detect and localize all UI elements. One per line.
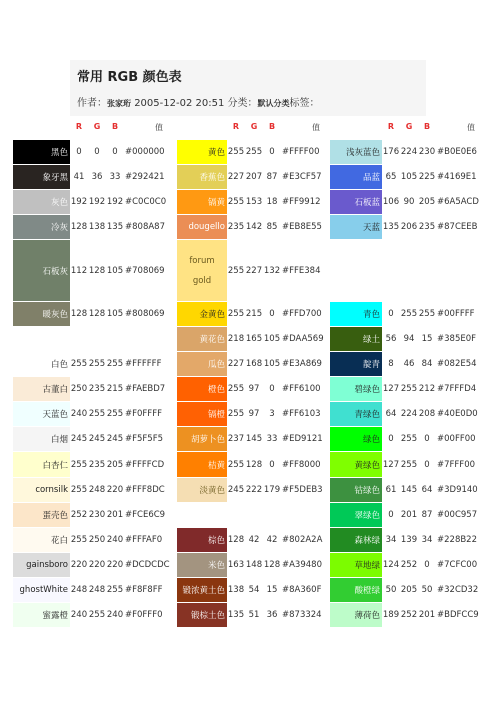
value-g: 153	[245, 197, 263, 208]
hex-value: #292421	[125, 172, 165, 183]
value-r: 189	[382, 610, 400, 621]
header-r: R	[387, 122, 395, 131]
value-r: 227	[227, 359, 245, 370]
value-g: 105	[400, 172, 418, 183]
hex-value: #FFF8DC	[125, 484, 165, 495]
value-r: 250	[70, 384, 88, 395]
value-g: 51	[248, 610, 260, 621]
value-r: 255	[70, 459, 88, 470]
hex-value: #FFFAF0	[125, 534, 163, 545]
hex-value: #F8F8FF	[125, 585, 163, 596]
value-g: 90	[403, 197, 415, 208]
value-b: 15	[421, 334, 433, 345]
hex-value: #7FFF00	[437, 459, 476, 470]
value-r: 255	[70, 484, 88, 495]
hex-value: #DAA569	[282, 334, 324, 345]
color-swatch: 青色	[330, 302, 382, 326]
value-b: 215	[106, 384, 124, 395]
value-r: 112	[70, 265, 88, 276]
color-swatch: 靛青	[330, 352, 382, 376]
value-b: 0	[424, 559, 430, 570]
value-g: 224	[400, 147, 418, 158]
value-r: 255	[227, 459, 245, 470]
hex-value: #EB8E55	[282, 222, 322, 233]
value-b: 240	[106, 534, 124, 545]
value-r: 34	[385, 534, 397, 545]
value-g: 201	[400, 509, 418, 520]
value-g: 0	[94, 147, 100, 158]
value-b: 135	[106, 222, 124, 233]
value-r: 252	[70, 509, 88, 520]
value-r: 56	[385, 334, 397, 345]
author-label: 作者：	[77, 98, 107, 109]
color-swatch: 石板蓝	[330, 190, 382, 214]
value-g: 165	[245, 334, 263, 345]
hex-value: #E3CF57	[282, 172, 322, 183]
header-b: B	[111, 122, 119, 131]
color-swatch: 浅灰蓝色	[330, 140, 382, 164]
hex-value: #FF6100	[282, 384, 321, 395]
hex-value: #87CEEB	[437, 222, 478, 233]
hex-value: #808069	[125, 308, 165, 319]
value-b: 18	[266, 197, 278, 208]
page-title: 常用 RGB 颜色表	[77, 70, 182, 85]
value-b: 255	[418, 308, 436, 319]
color-swatch: 白杏仁	[13, 452, 70, 476]
color-swatch: 香蕉色	[177, 165, 227, 189]
value-b: 85	[266, 222, 278, 233]
value-r: 8	[388, 359, 394, 370]
value-b: 192	[106, 197, 124, 208]
color-swatch	[177, 240, 227, 300]
value-b: 179	[263, 484, 281, 495]
hex-value: #000000	[125, 147, 165, 158]
hex-value: #F5DEB3	[282, 484, 323, 495]
value-b: 105	[263, 334, 281, 345]
value-b: 212	[418, 384, 436, 395]
value-r: 255	[227, 308, 245, 319]
value-r: 0	[388, 308, 394, 319]
value-b: 0	[424, 459, 430, 470]
value-r: 135	[227, 610, 245, 621]
value-b: 36	[266, 610, 278, 621]
value-r: 245	[70, 434, 88, 445]
value-b: 105	[106, 265, 124, 276]
value-r: 240	[70, 610, 88, 621]
color-swatch: 钴绿色	[330, 478, 382, 502]
value-b: 105	[106, 308, 124, 319]
value-g: 255	[88, 359, 106, 370]
header-r: R	[232, 122, 240, 131]
value-g: 205	[400, 585, 418, 596]
value-r: 50	[385, 585, 397, 596]
value-b: 230	[418, 147, 436, 158]
value-g: 252	[400, 610, 418, 621]
value-g: 145	[245, 434, 263, 445]
color-swatch: 暖灰色	[13, 302, 70, 326]
value-r: 255	[227, 265, 245, 276]
value-g: 248	[88, 484, 106, 495]
hex-value: #FF9912	[282, 197, 321, 208]
hex-value: #808A87	[125, 222, 165, 233]
value-g: 142	[245, 222, 263, 233]
header-value: 值	[467, 123, 475, 132]
value-r: 255	[70, 359, 88, 370]
hex-value: #4169E1	[437, 172, 477, 183]
color-swatch: 锻浓黄土色	[177, 578, 227, 602]
value-b: 235	[418, 222, 436, 233]
color-swatch: 黄花色	[177, 327, 227, 351]
value-b: 105	[263, 359, 281, 370]
value-b: 0	[424, 434, 430, 445]
value-g: 255	[400, 434, 418, 445]
value-r: 0	[76, 147, 82, 158]
color-swatch: 淡黄色	[177, 478, 227, 502]
color-swatch: 薄荷色	[330, 603, 382, 627]
value-b: 0	[269, 384, 275, 395]
value-b: 128	[263, 559, 281, 570]
value-r: 237	[227, 434, 245, 445]
hex-value: #3D9140	[437, 484, 478, 495]
value-r: 255	[227, 147, 245, 158]
value-r: 128	[70, 222, 88, 233]
value-r: 218	[227, 334, 245, 345]
hex-value: #00FF00	[437, 434, 476, 445]
hex-value: #F0FFFF	[125, 409, 162, 420]
color-swatch: 黄色	[177, 140, 227, 164]
hex-value: #BDFCC9	[437, 610, 479, 621]
value-r: 135	[382, 222, 400, 233]
color-swatch: 镉橙	[177, 402, 227, 426]
value-b: 0	[112, 147, 118, 158]
value-g: 255	[245, 147, 263, 158]
color-name-line: forum	[189, 255, 215, 266]
value-g: 252	[400, 559, 418, 570]
hex-value: #8A360F	[282, 585, 322, 596]
color-swatch: 米色	[177, 553, 227, 577]
value-g: 168	[245, 359, 263, 370]
color-swatch: 绿土	[330, 327, 382, 351]
hex-value: #FFFFFF	[125, 359, 162, 370]
value-r: 255	[227, 409, 245, 420]
header-b: B	[268, 122, 276, 131]
color-swatch: 古董白	[13, 377, 70, 401]
color-swatch: 森林绿	[330, 528, 382, 552]
hex-value: #F5F5F5	[125, 434, 164, 445]
value-b: 220	[106, 484, 124, 495]
value-r: 65	[385, 172, 397, 183]
hex-value: #7CFC00	[437, 559, 478, 570]
header-g: G	[405, 122, 413, 131]
value-g: 215	[245, 308, 263, 319]
color-swatch: 瓜色	[177, 352, 227, 376]
hex-value: #F0FFF0	[125, 610, 163, 621]
color-swatch: 品蓝	[330, 165, 382, 189]
value-r: 240	[70, 409, 88, 420]
value-r: 0	[388, 434, 394, 445]
header-value: 值	[155, 123, 163, 132]
color-swatch: 棕色	[177, 528, 227, 552]
hex-value: #E3A869	[282, 359, 322, 370]
value-g: 36	[91, 172, 103, 183]
color-swatch: 冷灰	[13, 215, 70, 239]
color-swatch: 花白	[13, 528, 70, 552]
color-swatch: cornsilk	[13, 478, 70, 502]
color-swatch: 灰色	[13, 190, 70, 214]
value-r: 128	[70, 308, 88, 319]
color-swatch: 橙色	[177, 377, 227, 401]
value-r: 61	[385, 484, 397, 495]
value-g: 255	[400, 384, 418, 395]
hex-value: #FCE6C9	[125, 509, 166, 520]
value-g: 255	[88, 610, 106, 621]
header-b: B	[423, 122, 431, 131]
value-g: 220	[88, 559, 106, 570]
value-g: 128	[245, 459, 263, 470]
value-r: 235	[227, 222, 245, 233]
color-swatch: 草地绿	[330, 553, 382, 577]
value-g: 94	[403, 334, 415, 345]
color-swatch: 天蓝	[330, 215, 382, 239]
color-swatch: 黑色	[13, 140, 70, 164]
color-swatch: dougello	[177, 215, 227, 239]
value-b: 240	[106, 610, 124, 621]
hex-value: #FF8000	[282, 459, 321, 470]
value-g: 192	[88, 197, 106, 208]
hex-value: #40E0D0	[437, 409, 478, 420]
hex-value: #873324	[282, 610, 322, 621]
value-r: 0	[388, 509, 394, 520]
value-g: 46	[403, 359, 415, 370]
value-g: 97	[248, 409, 260, 420]
hex-value: #32CD32	[437, 585, 479, 596]
value-g: 248	[88, 585, 106, 596]
hex-value: #FFFF00	[282, 147, 320, 158]
value-g: 245	[88, 434, 106, 445]
value-b: 205	[106, 459, 124, 470]
value-r: 255	[70, 534, 88, 545]
value-b: 0	[269, 147, 275, 158]
value-b: 33	[266, 434, 278, 445]
value-b: 3	[269, 409, 275, 420]
value-g: 255	[400, 308, 418, 319]
color-swatch: 象牙黑	[13, 165, 70, 189]
value-g: 139	[400, 534, 418, 545]
value-r: 41	[73, 172, 85, 183]
value-b: 87	[421, 509, 433, 520]
value-g: 97	[248, 384, 260, 395]
color-swatch: 胡萝卜色	[177, 427, 227, 451]
hex-value: #FAEBD7	[125, 384, 166, 395]
header-g: G	[93, 122, 101, 131]
value-g: 227	[245, 265, 263, 276]
category-link[interactable]: 默认分类	[257, 99, 290, 108]
value-g: 230	[88, 509, 106, 520]
category-label: 分类：	[227, 98, 258, 109]
value-b: 225	[418, 172, 436, 183]
color-swatch: 翠绿色	[330, 503, 382, 527]
color-swatch: ghostWhite	[13, 578, 70, 602]
value-r: 106	[382, 197, 400, 208]
hex-value: #082E54	[437, 359, 477, 370]
value-g: 138	[88, 222, 106, 233]
value-g: 42	[248, 534, 260, 545]
value-r: 227	[227, 172, 245, 183]
value-b: 84	[421, 359, 433, 370]
value-g: 145	[400, 484, 418, 495]
value-g: 224	[400, 409, 418, 420]
value-g: 255	[400, 459, 418, 470]
hex-value: #802A2A	[282, 534, 323, 545]
color-swatch: gainsboro	[13, 553, 70, 577]
hex-value: #FFD700	[282, 308, 322, 319]
color-swatch: 锻棕土色	[177, 603, 227, 627]
value-b: 245	[106, 434, 124, 445]
value-r: 192	[70, 197, 88, 208]
value-r: 127	[382, 384, 400, 395]
color-swatch: 蛋壳色	[13, 503, 70, 527]
value-g: 222	[245, 484, 263, 495]
value-b: 208	[418, 409, 436, 420]
value-r: 176	[382, 147, 400, 158]
header-r: R	[75, 122, 83, 131]
color-swatch: 蜜露橙	[13, 603, 70, 627]
value-b: 15	[266, 585, 278, 596]
color-swatch: 绿色	[330, 427, 382, 451]
color-swatch: 碧绿色	[330, 377, 382, 401]
hex-value: #FFE384	[282, 265, 321, 276]
value-r: 127	[382, 459, 400, 470]
value-b: 201	[106, 509, 124, 520]
color-swatch: 桔黄	[177, 452, 227, 476]
value-b: 34	[421, 534, 433, 545]
value-r: 255	[227, 197, 245, 208]
color-swatch: 天蓝色	[13, 402, 70, 426]
hex-value: #FF6103	[282, 409, 321, 420]
value-b: 87	[266, 172, 278, 183]
value-b: 255	[106, 585, 124, 596]
color-swatch: 金黄色	[177, 302, 227, 326]
tags-label: 标签：	[289, 98, 320, 109]
value-b: 132	[263, 265, 281, 276]
post-date: 2005-12-02 20:51	[134, 98, 225, 109]
author-name[interactable]: 张家珩	[107, 99, 131, 108]
value-g: 148	[245, 559, 263, 570]
value-r: 245	[227, 484, 245, 495]
value-b: 0	[269, 308, 275, 319]
value-r: 255	[227, 384, 245, 395]
hex-value: #7FFFD4	[437, 384, 477, 395]
hex-value: #00FFFF	[437, 308, 475, 319]
value-b: 42	[266, 534, 278, 545]
hex-value: #ED9121	[282, 434, 323, 445]
post-meta	[77, 94, 320, 109]
value-g: 206	[400, 222, 418, 233]
value-g: 128	[88, 308, 106, 319]
value-g: 250	[88, 534, 106, 545]
value-b: 220	[106, 559, 124, 570]
value-b: 50	[421, 585, 433, 596]
hex-value: #B0E0E6	[437, 147, 477, 158]
value-r: 163	[227, 559, 245, 570]
value-b: 205	[418, 197, 436, 208]
hex-value: #C0C0C0	[125, 197, 167, 208]
color-swatch: 白烟	[13, 427, 70, 451]
hex-value: #DCDCDC	[125, 559, 170, 570]
hex-value: #385E0F	[437, 334, 477, 345]
value-r: 124	[382, 559, 400, 570]
color-swatch: 黄绿色	[330, 452, 382, 476]
color-swatch: 青绿色	[330, 402, 382, 426]
header-value: 值	[312, 123, 320, 132]
value-r: 128	[227, 534, 245, 545]
value-b: 33	[109, 172, 121, 183]
value-g: 128	[88, 265, 106, 276]
header-g: G	[250, 122, 258, 131]
value-b: 0	[269, 459, 275, 470]
hex-value: #FFFFCD	[125, 459, 165, 470]
value-r: 64	[385, 409, 397, 420]
color-swatch: 白色	[13, 352, 70, 376]
value-r: 138	[227, 585, 245, 596]
hex-value: #A39480	[282, 559, 322, 570]
color-swatch: 镉黄	[177, 190, 227, 214]
color-swatch: 石板灰	[13, 240, 70, 300]
hex-value: #708069	[125, 265, 165, 276]
value-b: 255	[106, 409, 124, 420]
hex-value: #00C957	[437, 509, 478, 520]
value-b: 201	[418, 610, 436, 621]
value-g: 235	[88, 384, 106, 395]
value-b: 255	[106, 359, 124, 370]
value-g: 54	[248, 585, 260, 596]
color-name-line: gold	[192, 275, 212, 286]
value-r: 248	[70, 585, 88, 596]
value-b: 64	[421, 484, 433, 495]
value-g: 255	[88, 409, 106, 420]
value-g: 235	[88, 459, 106, 470]
hex-value: #228B22	[437, 534, 477, 545]
value-r: 220	[70, 559, 88, 570]
color-swatch: 酸橙绿	[330, 578, 382, 602]
hex-value: #6A5ACD	[437, 197, 479, 208]
value-g: 207	[245, 172, 263, 183]
